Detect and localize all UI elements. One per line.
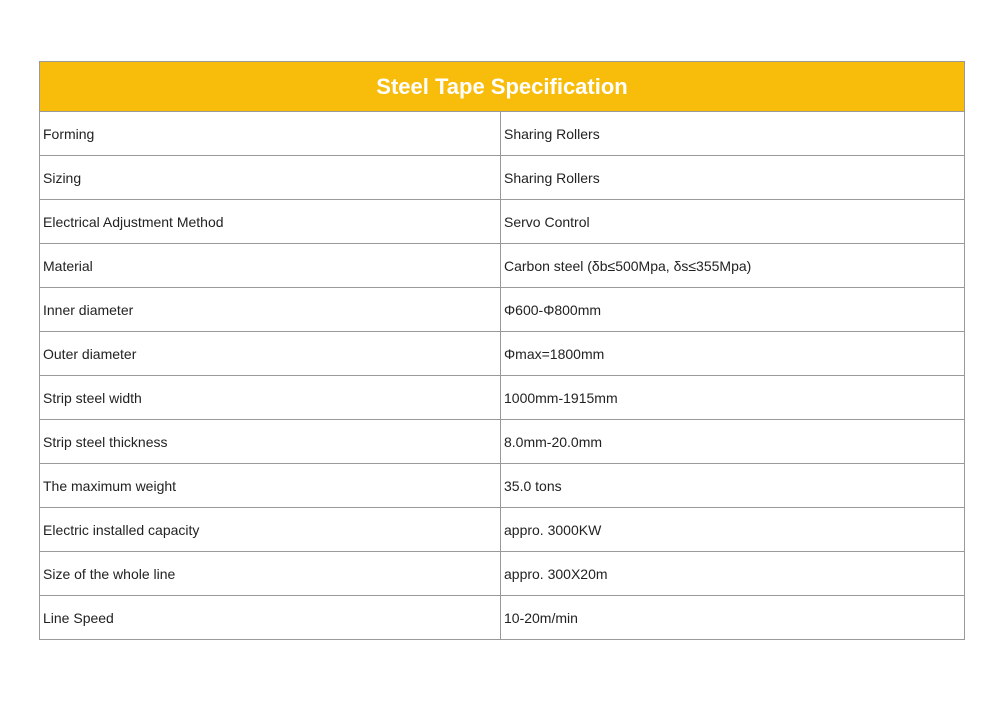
table-row [40,156,965,200]
spec-label: Line Speed [40,596,501,640]
table-row [40,596,965,640]
spec-label: Strip steel thickness [40,420,501,464]
spec-value: Sharing Rollers [501,156,965,200]
spec-label: The maximum weight [40,464,501,508]
table-title: Steel Tape Specification [40,62,965,112]
spec-value: 35.0 tons [501,464,965,508]
spec-label: Material [40,244,501,288]
table-row [40,244,965,288]
spec-value: appro. 300X20m [501,552,965,596]
spec-value: Carbon steel (δb≤500Mpa, δs≤355Mpa) [501,244,965,288]
table-row [40,376,965,420]
table-row [40,552,965,596]
table-row [40,288,965,332]
spec-value: Sharing Rollers [501,112,965,156]
spec-label: Forming [40,112,501,156]
spec-value: Φ600-Φ800mm [501,288,965,332]
table-row [40,112,965,156]
spec-value: Servo Control [501,200,965,244]
table-row [40,420,965,464]
table-row [40,464,965,508]
spec-table [39,61,965,640]
spec-value: appro. 3000KW [501,508,965,552]
spec-value: 8.0mm-20.0mm [501,420,965,464]
table-body [40,112,965,640]
spec-label: Electric installed capacity [40,508,501,552]
spec-label: Outer diameter [40,332,501,376]
table-row [40,332,965,376]
spec-label: Size of the whole line [40,552,501,596]
spec-value: 10-20m/min [501,596,965,640]
spec-label: Strip steel width [40,376,501,420]
table-title-row [40,62,965,112]
table-row [40,508,965,552]
spec-value: 1000mm-1915mm [501,376,965,420]
spec-value: Φmax=1800mm [501,332,965,376]
spec-label: Sizing [40,156,501,200]
spec-label: Inner diameter [40,288,501,332]
table-row [40,200,965,244]
spec-label: Electrical Adjustment Method [40,200,501,244]
